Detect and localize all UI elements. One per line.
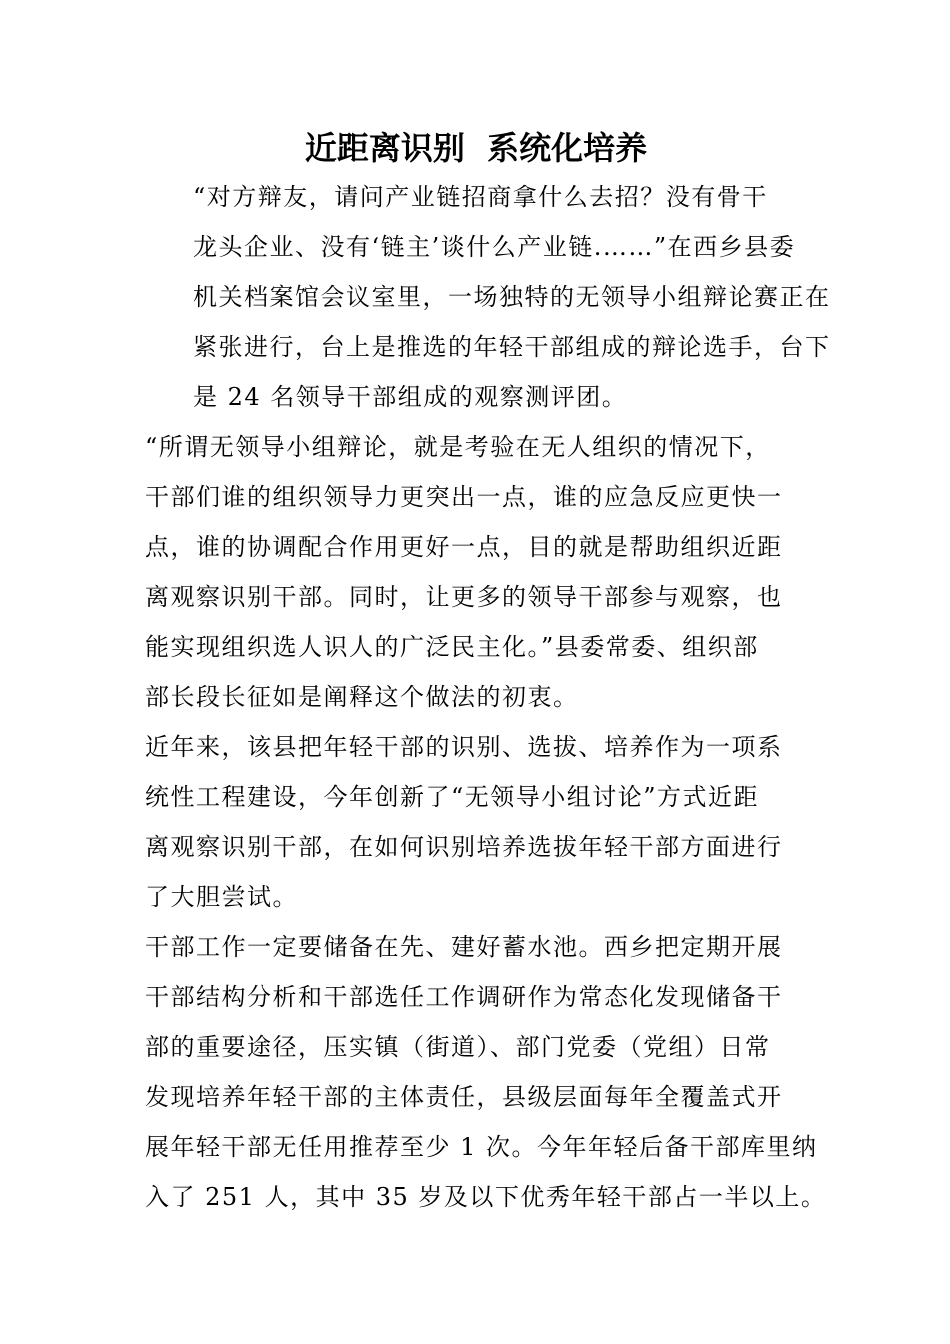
- text-line: 了大胆尝试。: [145, 883, 298, 911]
- text-line: 离观察识别干部，在如何识别培养选拔年轻干部方面进行: [145, 833, 783, 861]
- paragraph-4: [145, 922, 827, 1222]
- text-line: “对方辩友，请问产业链招商拿什么去招？没有骨干: [193, 183, 768, 211]
- text-line: 能实现组织选人识人的广泛民主化。”县委常委、组织部: [145, 633, 759, 661]
- text-line: 点，谁的协调配合作用更好一点，目的就是帮助组织近距: [145, 533, 783, 561]
- text-line: 干部工作一定要储备在先、建好蓄水池。西乡把定期开展: [145, 933, 783, 961]
- text-line: 离观察识别干部。同时，让更多的领导干部参与观察，也: [145, 583, 783, 611]
- text-line: “所谓无领导小组辩论，就是考验在无人组织的情况下，: [145, 433, 771, 461]
- text-line: 展年轻干部无任用推荐至少 1 次。今年年轻后备干部库里纳: [145, 1133, 818, 1161]
- paragraph-2: [145, 422, 807, 722]
- text-line: 部的重要途径，压实镇（街道）、部门党委（党组）日常: [145, 1033, 771, 1061]
- paragraph-1: [145, 172, 831, 422]
- text-line: 入了 251 人，其中 35 岁及以下优秀年轻干部占一半以上。: [145, 1183, 827, 1211]
- paragraph-3: [145, 722, 807, 922]
- text-line: 干部结构分析和干部选任工作调研作为常态化发现储备干: [145, 983, 783, 1011]
- text-line: 近年来，该县把年轻干部的识别、选拔、培养作为一项系: [145, 733, 783, 761]
- text-line: 干部们谁的组织领导力更突出一点，谁的应急反应更快一: [145, 483, 783, 511]
- text-line: 机关档案馆会议室里，一场独特的无领导小组辩论赛正在: [193, 283, 831, 311]
- text-line: 发现培养年轻干部的主体责任，县级层面每年全覆盖式开: [145, 1083, 783, 1111]
- text-line: 龙头企业、没有‘链主’谈什么产业链.……”在西乡县委: [193, 233, 796, 261]
- text-line: 统性工程建设，今年创新了“无领导小组讨论”方式近距: [145, 783, 760, 811]
- text-line: 是 24 名领导干部组成的观察测评团。: [193, 383, 628, 411]
- document-page: [145, 124, 831, 1222]
- document-title: 近距离识别 系统化培养: [304, 129, 648, 167]
- text-line: 紧张进行，台上是推选的年轻干部组成的辩论选手，台下: [193, 333, 831, 361]
- text-line: 部长段长征如是阐释这个做法的初衷。: [145, 683, 579, 711]
